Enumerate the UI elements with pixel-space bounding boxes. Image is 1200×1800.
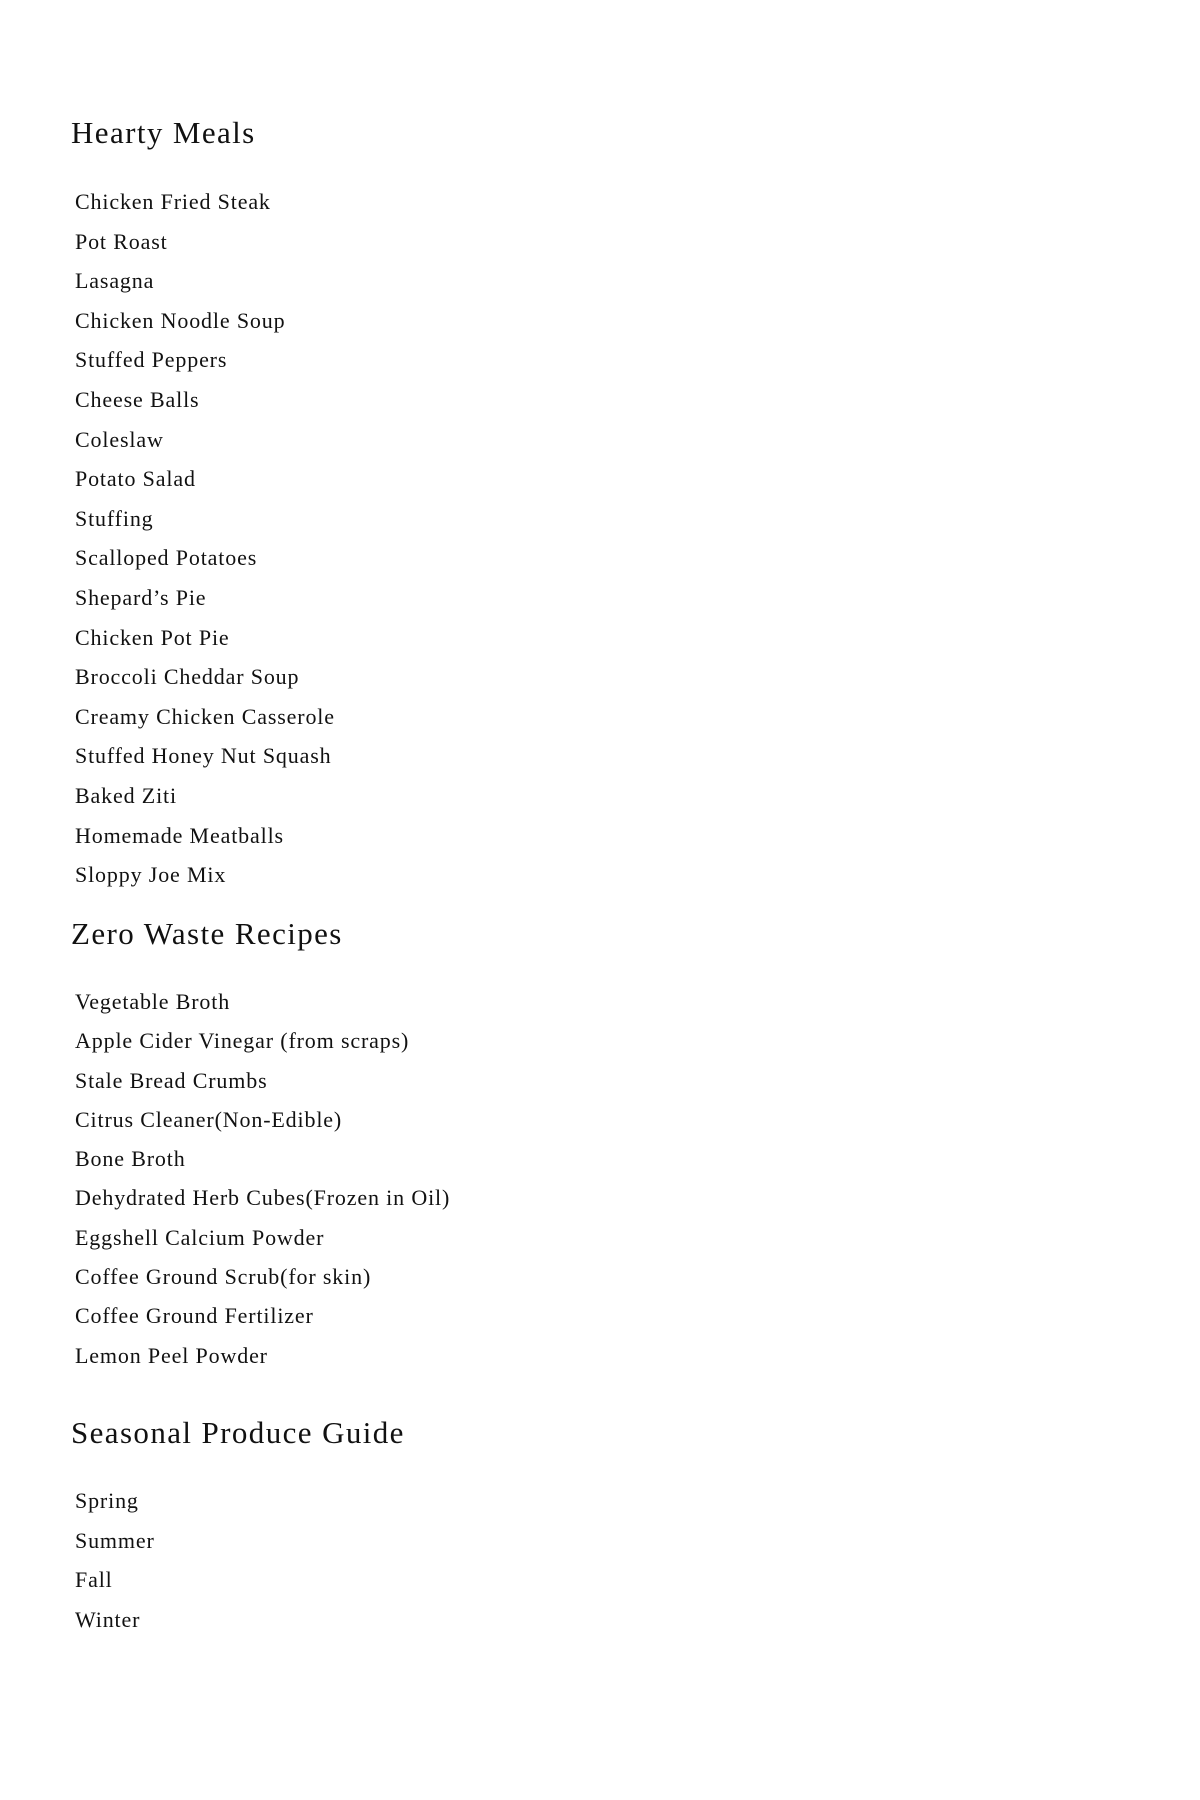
section-heading: Zero Waste Recipes: [71, 916, 343, 951]
list-item[interactable]: Spring: [75, 1488, 139, 1513]
list-item[interactable]: Bone Broth: [75, 1146, 186, 1172]
section-heading: Hearty Meals: [71, 115, 256, 150]
list-item[interactable]: Broccoli Cheddar Soup: [75, 664, 300, 690]
list-item[interactable]: Creamy Chicken Casserole: [75, 703, 335, 729]
list-item[interactable]: Summer: [75, 1527, 155, 1553]
list-item[interactable]: Eggshell Calcium Powder: [75, 1224, 325, 1250]
list-item[interactable]: Coleslaw: [75, 426, 164, 452]
list-item[interactable]: Potato Salad: [75, 466, 196, 492]
list-item[interactable]: Chicken Pot Pie: [75, 624, 230, 650]
list-item[interactable]: Chicken Noodle Soup: [75, 307, 286, 333]
list-item[interactable]: Vegetable Broth: [75, 989, 231, 1014]
list-item[interactable]: Shepard’s Pie: [75, 584, 207, 610]
list-item[interactable]: Winter: [75, 1606, 141, 1632]
list-item[interactable]: Homemade Meatballs: [75, 822, 284, 848]
list-item[interactable]: Fall: [75, 1567, 113, 1593]
list-item[interactable]: Stale Bread Crumbs: [75, 1067, 268, 1093]
list-item[interactable]: Coffee Ground Fertilizer: [75, 1303, 314, 1329]
list-item[interactable]: Dehydrated Herb Cubes(Frozen in Oil): [75, 1185, 451, 1211]
list-item[interactable]: Stuffing: [75, 505, 154, 531]
list-item[interactable]: Coffee Ground Scrub(for skin): [75, 1264, 372, 1290]
list-item[interactable]: Citrus Cleaner(Non-Edible): [75, 1106, 343, 1132]
list-item[interactable]: Stuffed Peppers: [75, 347, 228, 373]
list-item[interactable]: Cheese Balls: [75, 386, 200, 412]
list-item[interactable]: Apple Cider Vinegar (from scraps): [75, 1028, 410, 1054]
section-heading: Seasonal Produce Guide: [71, 1415, 405, 1450]
list-item[interactable]: Scalloped Potatoes: [75, 545, 258, 571]
list-item[interactable]: Sloppy Joe Mix: [75, 862, 227, 888]
list-item[interactable]: Chicken Fried Steak: [75, 189, 271, 214]
season-list: [75, 1481, 155, 1639]
recipe-list: [75, 182, 335, 895]
list-item[interactable]: Lasagna: [75, 268, 155, 294]
recipe-list: [75, 982, 450, 1375]
list-item[interactable]: Lemon Peel Powder: [75, 1342, 268, 1368]
list-item[interactable]: Baked Ziti: [75, 782, 177, 808]
list-item[interactable]: Pot Roast: [75, 228, 168, 254]
list-item[interactable]: Stuffed Honey Nut Squash: [75, 743, 332, 769]
